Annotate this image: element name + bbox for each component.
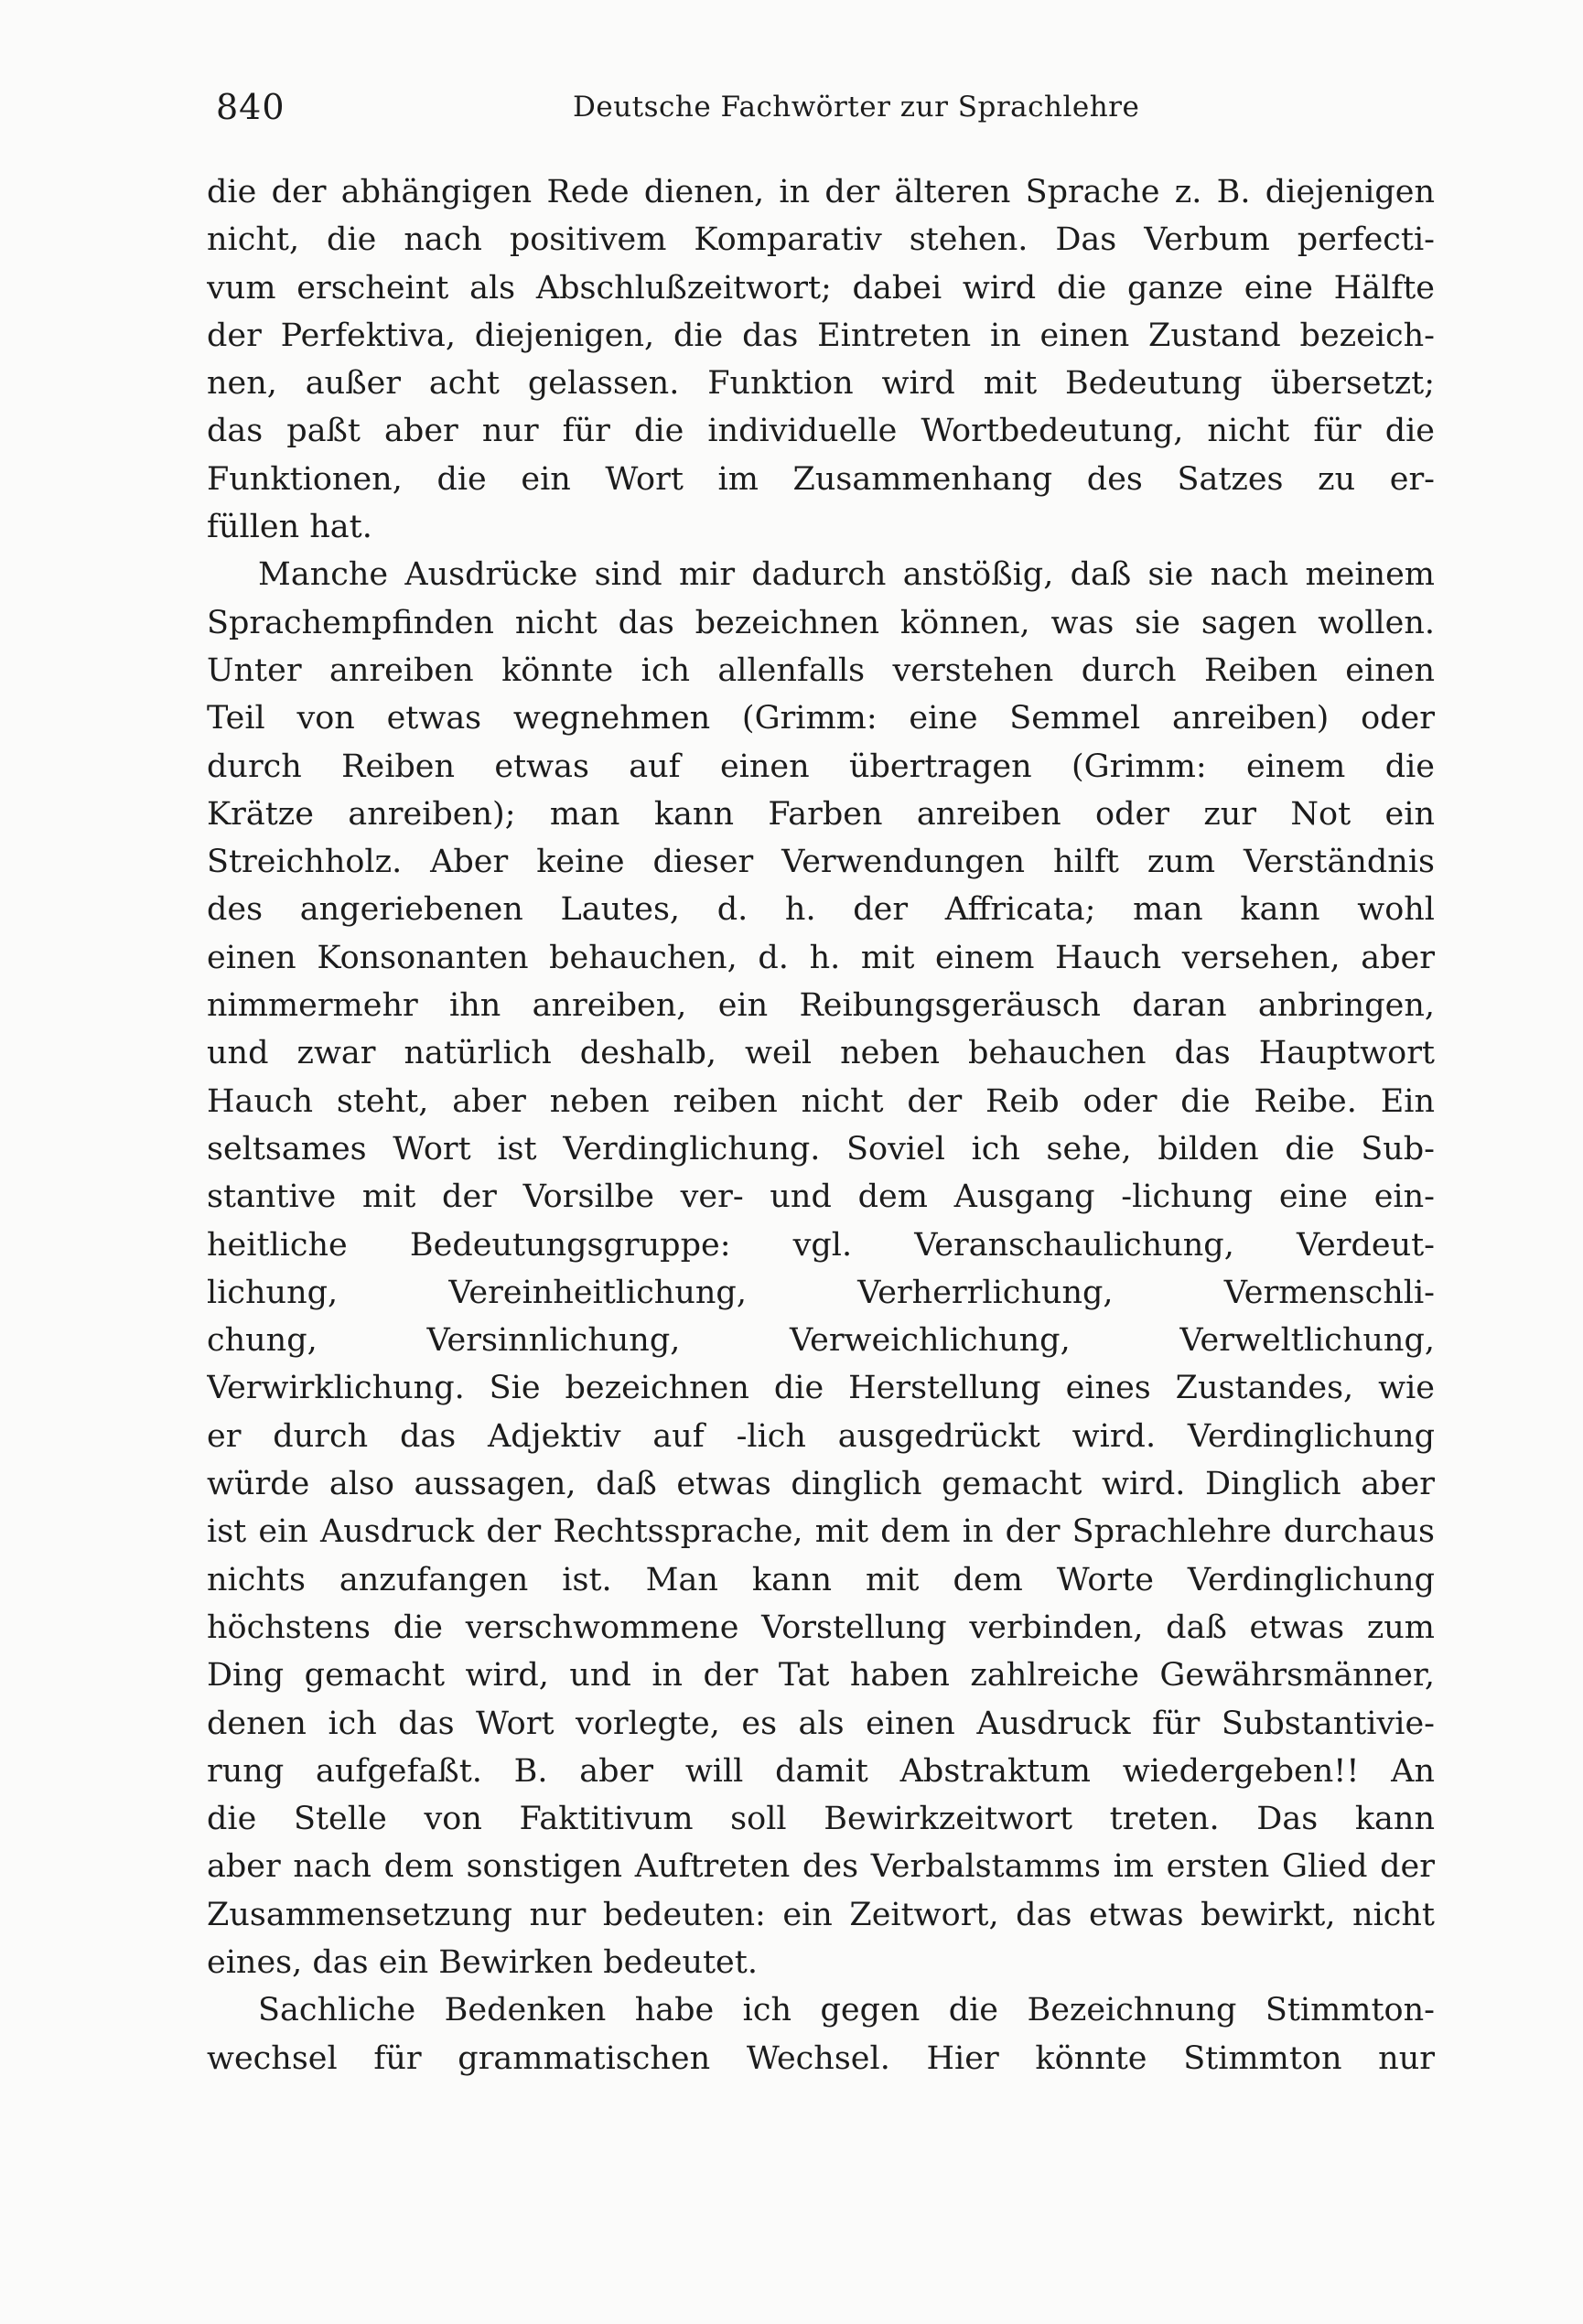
text-line: Hauch steht, aber neben reiben nicht der Reib oder die Reibe. Ein	[207, 1082, 1435, 1120]
text-line: nimmermehr ihn anreiben, ein Reibungsgeräusch daran anbringen,	[207, 987, 1435, 1025]
text-line: füllen hat.	[207, 509, 372, 546]
text-line: die der abhängigen Rede dienen, in der älteren Sprache z. B. diejenigen	[207, 174, 1435, 210]
text-line: durch Reiben etwas auf einen übertragen (Grimm: einem die	[207, 748, 1435, 785]
text-line: Ding gemacht wird, und in der Tat haben zahlreiche Gewährsmänner,	[207, 1657, 1435, 1695]
text-line: rung aufgefaßt. B. aber will damit Abstraktum wiedergeben!! An	[207, 1752, 1435, 1790]
text-line: die Stelle von Faktitivum soll Bewirkzeitwort treten. Das kann	[207, 1801, 1435, 1838]
text-line: aber nach dem sonstigen Auftreten des Verbalstamms im ersten Glied der	[207, 1848, 1435, 1886]
text-line: das paßt aber nur für die individuelle Wortbedeutung, nicht für die	[207, 413, 1435, 450]
text-line: Sachliche Bedenken habe ich gegen die Bezeichnung Stimmton-	[258, 1992, 1435, 2029]
text-line: stantive mit der Vorsilbe ver- und dem Ausgang -lichung eine ein-	[207, 1178, 1435, 1216]
text-line: Verwirklichung. Sie bezeichnen die Herstellung eines Zustandes, wie	[207, 1370, 1435, 1407]
text-line: Krätze anreiben); man kann Farben anreiben oder zur Not ein	[207, 795, 1435, 833]
text-line: chung, Versinnlichung, Verweichlichung, Verweltlichung,	[207, 1322, 1435, 1360]
text-line: Sprachempfinden nicht das bezeichnen können, was sie sagen wollen.	[207, 604, 1435, 641]
text-line: und zwar natürlich deshalb, weil neben behauchen das Hauptwort	[207, 1035, 1435, 1072]
text-line: er durch das Adjektiv auf -lich ausgedrückt wird. Verdinglichung	[207, 1417, 1435, 1455]
text-line: Manche Ausdrücke sind mir dadurch anstößig, daß sie nach meinem	[258, 556, 1435, 594]
text-line: nen, außer acht gelassen. Funktion wird mit Bedeutung übersetzt;	[207, 365, 1435, 403]
text-line: Zusammensetzung nur bedeuten: ein Zeitwort, das etwas bewirkt, nicht	[207, 1896, 1435, 1933]
page-header	[216, 87, 1433, 142]
text-line: ist ein Ausdruck der Rechtssprache, mit dem in der Sprachlehre durchaus	[207, 1513, 1435, 1551]
text-line: würde also aussagen, daß etwas dinglich gemacht wird. Dinglich aber	[207, 1466, 1435, 1503]
text-line: denen ich das Wort vorlegte, es als einen Ausdruck für Substantivie-	[207, 1705, 1435, 1742]
text-line: wechsel für grammatischen Wechsel. Hier könnte Stimmton nur	[207, 2039, 1435, 2077]
text-line: seltsames Wort ist Verdinglichung. Soviel ich sehe, bilden die Sub-	[207, 1130, 1435, 1167]
text-line: vum erscheint als Abschlußzeitwort; dabei wird die ganze eine Hälfte	[207, 269, 1435, 307]
text-line: des angeriebenen Lautes, d. h. der Affricata; man kann wohl	[207, 891, 1435, 929]
text-line: der Perfektiva, diejenigen, die das Eintreten in einen Zustand bezeich-	[207, 317, 1435, 354]
body-text	[207, 168, 1435, 2082]
text-line: einen Konsonanten behauchen, d. h. mit einem Hauch versehen, aber	[207, 939, 1435, 976]
text-line: Teil von etwas wegnehmen (Grimm: eine Semmel anreiben) oder	[207, 700, 1435, 737]
text-line: höchstens die verschwommene Vorstellung verbinden, daß etwas zum	[207, 1609, 1435, 1646]
running-title: Deutsche Fachwörter zur Sprachlehre	[573, 91, 1140, 124]
text-line: heitliche Bedeutungsgruppe: vgl. Veranschaulichung, Verdeut-	[207, 1226, 1435, 1264]
text-line: nichts anzufangen ist. Man kann mit dem Worte Verdinglichung	[207, 1561, 1435, 1598]
text-line: nicht, die nach positivem Komparativ stehen. Das Verbum perfecti-	[207, 221, 1435, 259]
text-line: Funktionen, die ein Wort im Zusammenhang des Satzes zu er-	[207, 460, 1435, 498]
text-line: Streichholz. Aber keine dieser Verwendungen hilft zum Verständnis	[207, 844, 1435, 881]
text-line: Unter anreiben könnte ich allenfalls verstehen durch Reiben einen	[207, 651, 1435, 689]
text-line: lichung, Vereinheitlichung, Verherrlichung, Vermenschli-	[207, 1274, 1435, 1311]
page-number: 840	[216, 87, 285, 127]
text-line: eines, das ein Bewirken bedeutet.	[207, 1943, 758, 1981]
